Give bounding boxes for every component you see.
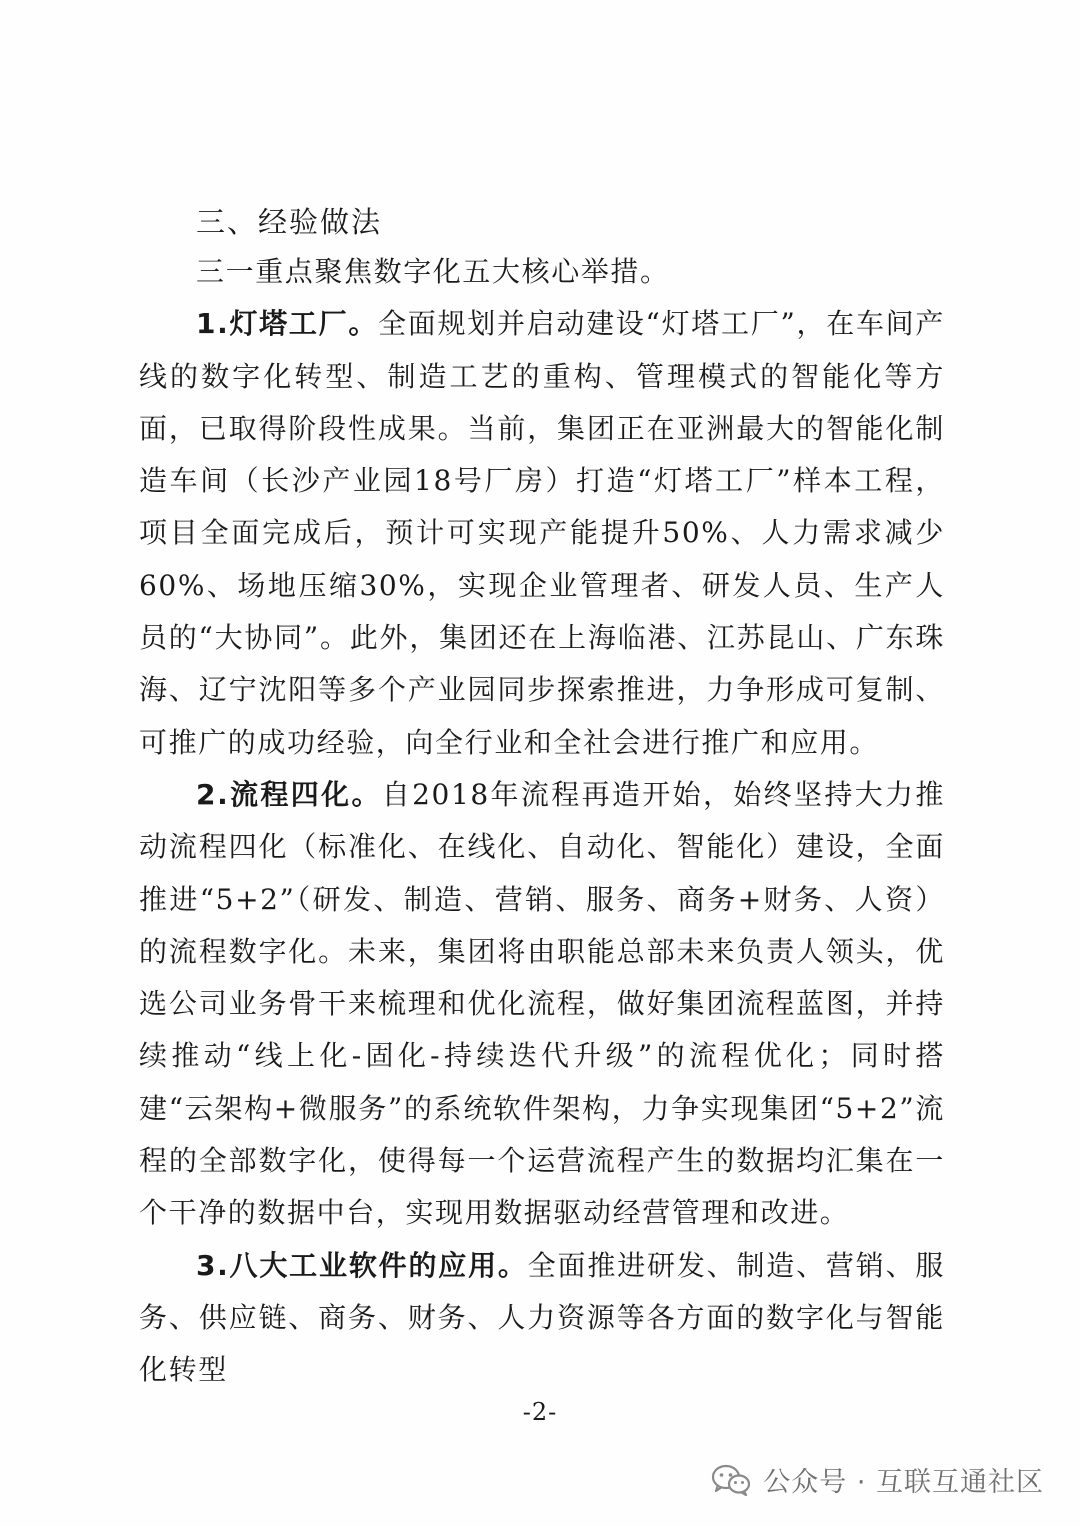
paragraph-text: 全面推进研发、制造、营销、服务、供应链、商务、财务、人力资源等各方面的数字化与智能化转型 [139, 1248, 945, 1387]
paragraph-lead: 2.流程四化。 [196, 777, 382, 811]
paragraph-lead: 3.八大工业软件的应用。 [196, 1248, 528, 1282]
section-heading: 三、经验做法 [196, 205, 383, 239]
page-number: -2- [522, 1398, 558, 1426]
paragraph-lead: 1.灯塔工厂。 [196, 307, 379, 341]
paragraph-text: 自2018年流程再造开始，始终坚持大力推动流程四化（标准化、在线化、自动化、智能化）建设，全面推进“5+2”（研发、制造、营销、服务、商务+财务、人资）的流程数字化。未来，集团将由职能总部未来负责人领头，优选公司业务骨干来梳理和优化流程，做好集团流程蓝图，并持续推动“线上化-固化-持续迭代升级”的流程优化；同时搭建“云架构+微服务”的系统软件架构，力争实现集团“5+2”流程的全部数字化，使得每一个运营流程产生的数据均汇集在一个干净的数据中台，实现用数据驱动经营管理和改进。 [139, 777, 945, 1230]
paragraph-industrial-software [139, 1240, 945, 1397]
document-body [139, 246, 945, 1397]
paragraph-text: 全面规划并启动建设“灯塔工厂”，在车间产线的数字化转型、制造工艺的重构、管理模式的智能化等方面，已取得阶段性成果。当前，集团正在亚洲最大的智能化制造车间（长沙产业园18号厂房）打造“灯塔工厂”样本工程，项目全面完成后，预计可实现产能提升50%、人力需求减少60%、场地压缩30%，实现企业管理者、研发人员、生产人员的“大协同”。此外，集团还在上海临港、江苏昆山、广东珠海、辽宁沈阳等多个产业园同步探索推进，力争形成可复制、可推广的成功经验，向全行业和全社会进行推广和应用。 [139, 307, 945, 759]
paragraph-process-digitization [139, 769, 945, 1240]
watermark-text: 公众号 · 互联互通社区 [763, 1467, 1044, 1498]
wechat-icon [711, 1464, 751, 1496]
intro-paragraph: 三一重点聚焦数字化五大核心举措。 [196, 255, 670, 288]
watermark [711, 1460, 1044, 1499]
paragraph-lighthouse-factory [139, 298, 945, 769]
